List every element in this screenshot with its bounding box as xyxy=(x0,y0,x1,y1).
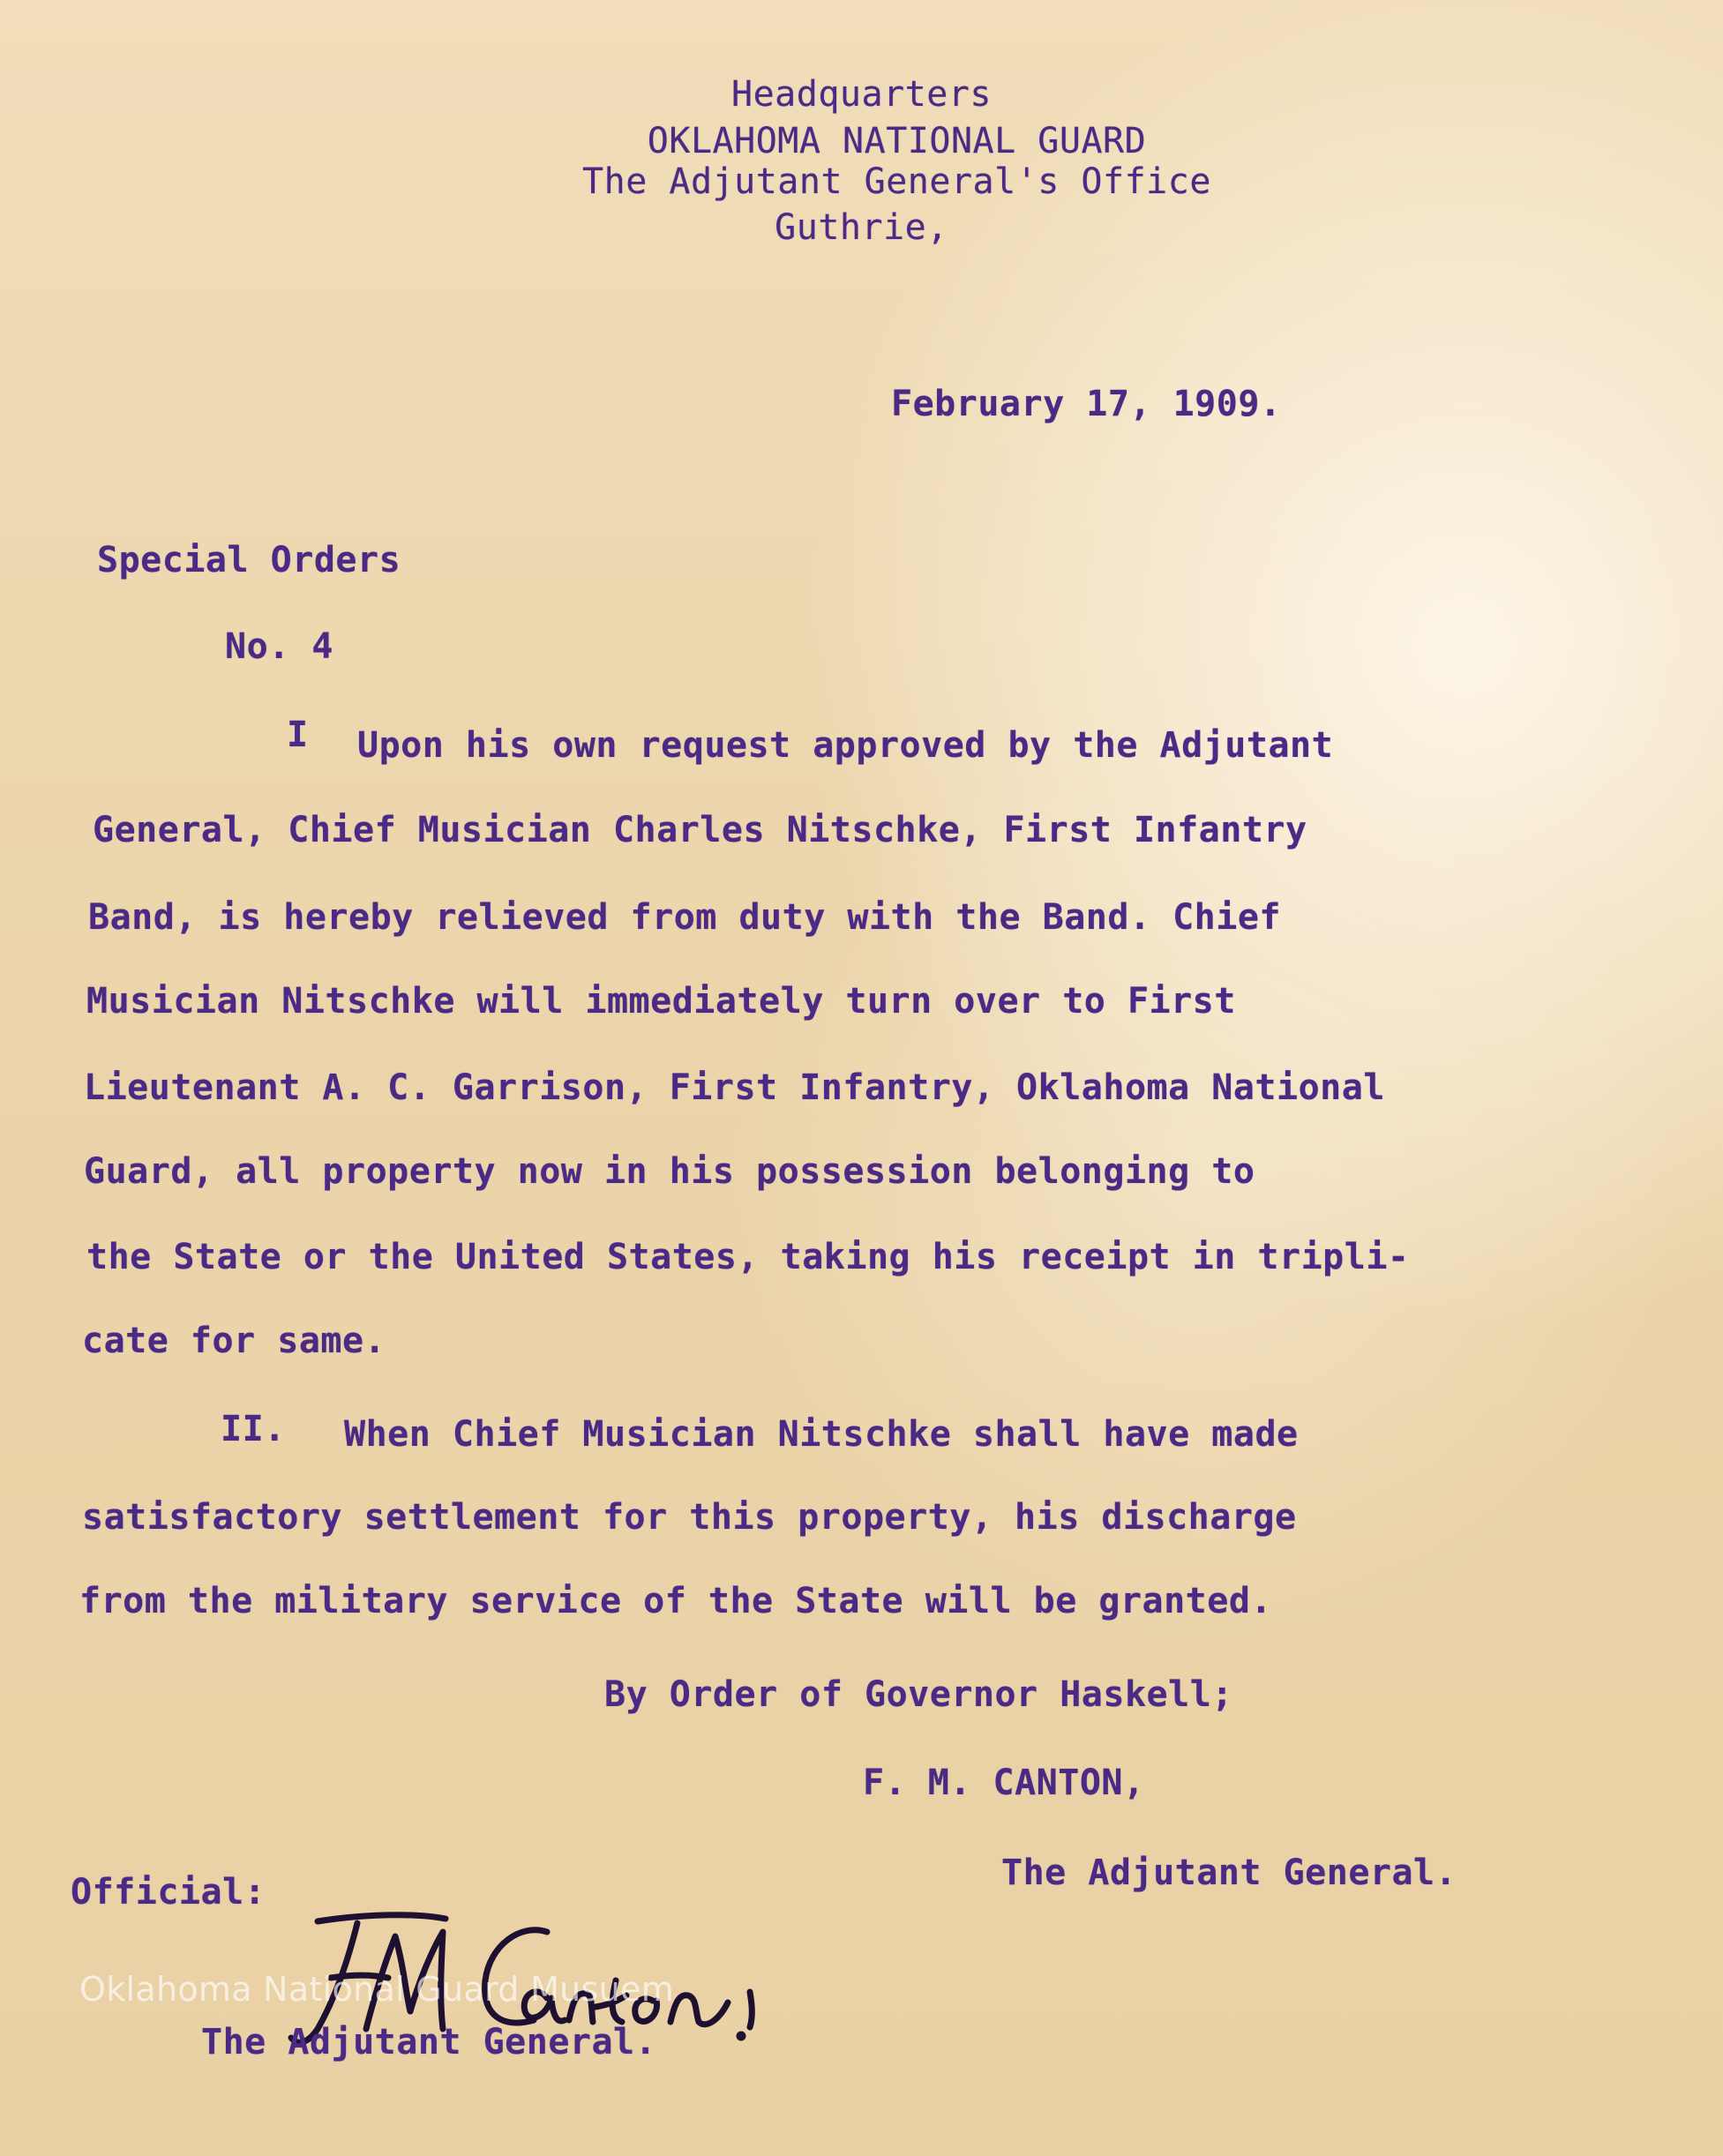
letter-date: February 17, 1909. xyxy=(891,384,1282,424)
orders-title: Special Orders xyxy=(97,540,401,580)
paragraph-two-line: satisfactory settlement for this property, his discharge xyxy=(82,1497,1297,1538)
paragraph-two-line: When Chief Musician Nitschke shall have made xyxy=(344,1414,1299,1455)
orders-number: No. 4 xyxy=(225,626,333,667)
letterhead-office: The Adjutant General's Office xyxy=(582,161,1211,202)
paragraph-one-line: Upon his own request approved by the Adjutant xyxy=(357,725,1334,766)
paragraph-one-line: Lieutenant A. C. Garrison, First Infantry, Oklahoma National xyxy=(84,1067,1385,1108)
paragraph-one-line: Musician Nitschke will immediately turn over to First xyxy=(86,981,1236,1022)
paragraph-two-line: from the military service of the State will be granted. xyxy=(79,1581,1273,1621)
paragraph-one-line: Band, is hereby relieved from duty with the Band. Chief xyxy=(88,897,1282,938)
official-title: The Adjutant General. xyxy=(201,2022,657,2062)
letterhead-city: Guthrie, xyxy=(775,207,948,248)
official-label: Official: xyxy=(71,1872,266,1913)
paragraph-one-line: Guard, all property now in his possession belonging to xyxy=(84,1151,1255,1192)
museum-watermark: Oklahoma National Guard Musuem xyxy=(79,1970,675,2009)
paragraph-one-line: General, Chief Musician Charles Nitschke, First Infantry xyxy=(93,810,1307,850)
paragraph-two-numeral: II. xyxy=(221,1409,286,1449)
paragraph-one-numeral: I xyxy=(287,715,309,755)
letterhead-organization: OKLAHOMA NATIONAL GUARD xyxy=(647,121,1147,161)
paragraph-one-line: cate for same. xyxy=(82,1321,386,1361)
paragraph-one-line: the State or the United States, taking his receipt in tripli- xyxy=(86,1237,1410,1277)
signer-title: The Adjutant General. xyxy=(1001,1853,1457,1893)
by-order-line: By Order of Governor Haskell; xyxy=(604,1674,1233,1715)
letterhead-headquarters: Headquarters xyxy=(731,74,992,115)
signer-name: F. M. CANTON, xyxy=(863,1763,1145,1803)
